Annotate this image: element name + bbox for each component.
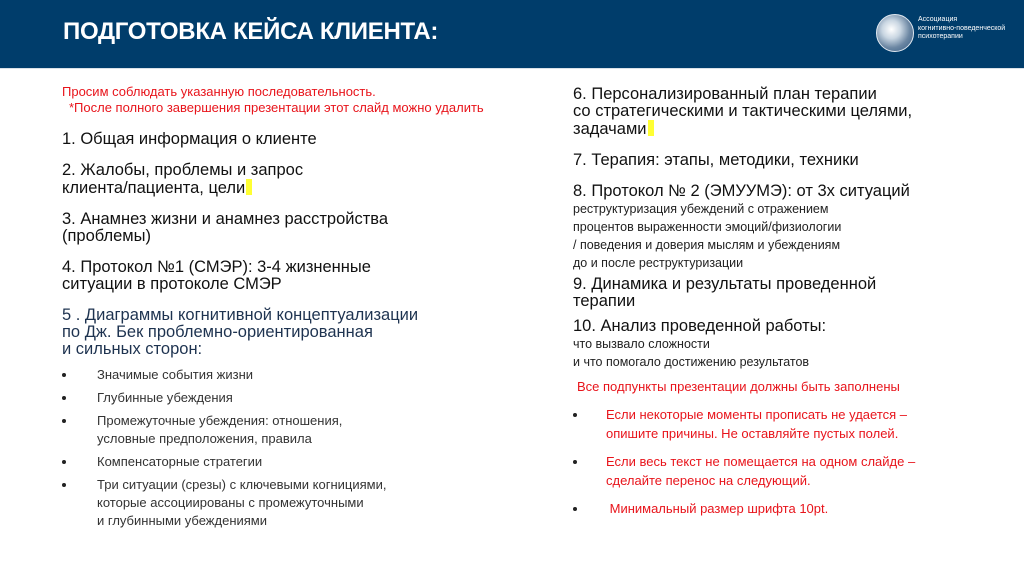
logo-text <box>918 16 1005 42</box>
list-item <box>62 476 552 530</box>
list-item-text: Минимальный размер шрифта 10pt. <box>606 501 829 516</box>
list-item <box>573 452 993 490</box>
item-line: 9. Динамика и результаты проведенной <box>573 275 877 293</box>
list-item-text: и глубинными убеждениями <box>97 513 268 528</box>
bullet-icon <box>62 419 66 423</box>
list-item-text: Если некоторые моменты прописать не удается – <box>606 407 908 422</box>
requirements-list <box>573 405 993 518</box>
logo-text-line: психотерапии <box>918 33 963 40</box>
item-line: 3. Анамнез жизни и анамнез расстройства <box>62 210 389 228</box>
item-line: 10. Анализ проведенной работы: <box>573 317 827 335</box>
item-line: клиента/пациента, цели <box>62 179 246 197</box>
list-item <box>62 453 552 471</box>
list-item-text: сделайте перенос на следующий. <box>606 473 811 488</box>
list-item-text: Три ситуации (срезы) с ключевыми когнициями, <box>97 477 387 492</box>
item-line: со стратегическими и тактическими целями, <box>573 102 913 120</box>
item-line: по Дж. Бек проблемно-ориентированная <box>62 323 373 341</box>
right-column <box>573 86 993 518</box>
item-line: 1. Общая информация о клиенте <box>62 130 317 148</box>
detail-line: что вызвало сложности <box>573 337 710 351</box>
item-line: 5 . Диаграммы когнитивной концептуализации <box>62 306 419 324</box>
item-line: 8. Протокол № 2 (ЭМУУМЭ): от 3х ситуаций <box>573 182 910 200</box>
bullet-icon <box>573 507 577 511</box>
detail-line: до и после реструктуризации <box>573 256 744 270</box>
item-7 <box>573 152 993 169</box>
bullet-icon <box>62 396 66 400</box>
item-2 <box>62 162 552 197</box>
list-item-text: Значимые события жизни <box>97 367 254 382</box>
item-6 <box>573 86 993 138</box>
list-item <box>573 499 993 518</box>
detail-line: / поведения и доверия мыслям и убеждениям <box>573 238 841 252</box>
item-1 <box>62 131 552 148</box>
header-divider <box>0 68 1024 69</box>
diagram-subitems-list <box>62 366 552 530</box>
list-item <box>62 366 552 384</box>
list-item-text: Глубинные убеждения <box>97 390 233 405</box>
sequence-note: Просим соблюдать указанную последовательность. <box>62 84 376 99</box>
globe-logo-icon <box>876 14 914 52</box>
list-item-text: Промежуточные убеждения: отношения, <box>97 413 343 428</box>
item-3 <box>62 211 552 245</box>
logo-text-line: Ассоциация <box>918 16 958 23</box>
item-9 <box>573 276 993 310</box>
list-item <box>573 405 993 443</box>
item-10 <box>573 318 993 335</box>
text-cursor-highlight <box>246 179 252 195</box>
item-line: ситуации в протоколе СМЭР <box>62 275 282 293</box>
bullet-icon <box>62 460 66 464</box>
bullet-icon <box>62 483 66 487</box>
bullet-icon <box>62 373 66 377</box>
bullet-icon <box>573 460 577 464</box>
left-column <box>62 84 552 530</box>
item-line: (проблемы) <box>62 227 151 245</box>
list-item-text: которые ассоциированы с промежуточными <box>97 495 364 510</box>
bullet-icon <box>573 413 577 417</box>
fill-all-notice: Все подпункты презентации должны быть заполнены <box>577 379 900 394</box>
item-line: 4. Протокол №1 (СМЭР): 3-4 жизненные <box>62 258 371 276</box>
list-item-text: опишите причины. Не оставляйте пустых полей. <box>606 426 899 441</box>
text-cursor-highlight <box>648 120 654 136</box>
list-item-text: условные предположения, правила <box>97 431 312 446</box>
item-line: терапии <box>573 292 636 310</box>
item-5 <box>62 307 552 358</box>
list-item-text: Компенсаторные стратегии <box>97 454 263 469</box>
item-8 <box>573 183 993 200</box>
item-line: 7. Терапия: этапы, методики, техники <box>573 151 859 169</box>
item-4 <box>62 259 552 293</box>
list-item-text: Если весь текст не помещается на одном слайде – <box>606 454 916 469</box>
item-line: задачами <box>573 120 647 138</box>
detail-line: реструктуризация убеждений с отражением <box>573 202 829 216</box>
item-line: и сильных сторон: <box>62 340 203 358</box>
item-line: 2. Жалобы, проблемы и запрос <box>62 161 304 179</box>
list-item <box>62 412 552 448</box>
item-8-details <box>573 200 993 272</box>
slide-header <box>0 0 1024 68</box>
detail-line: и что помогало достижению результатов <box>573 355 810 369</box>
logo-text-line: когнитивно-поведенческой <box>918 24 1006 32</box>
list-item <box>62 389 552 407</box>
association-logo <box>876 14 1016 58</box>
detail-line: процентов выраженности эмоций/физиологии <box>573 220 842 234</box>
delete-slide-note: *После полного завершения презентации этот слайд можно удалить <box>69 100 484 115</box>
slide-title: ПОДГОТОВКА КЕЙСА КЛИЕНТА: <box>63 18 439 45</box>
item-line: 6. Персонализированный план терапии <box>573 85 877 103</box>
item-10-details <box>573 335 993 371</box>
